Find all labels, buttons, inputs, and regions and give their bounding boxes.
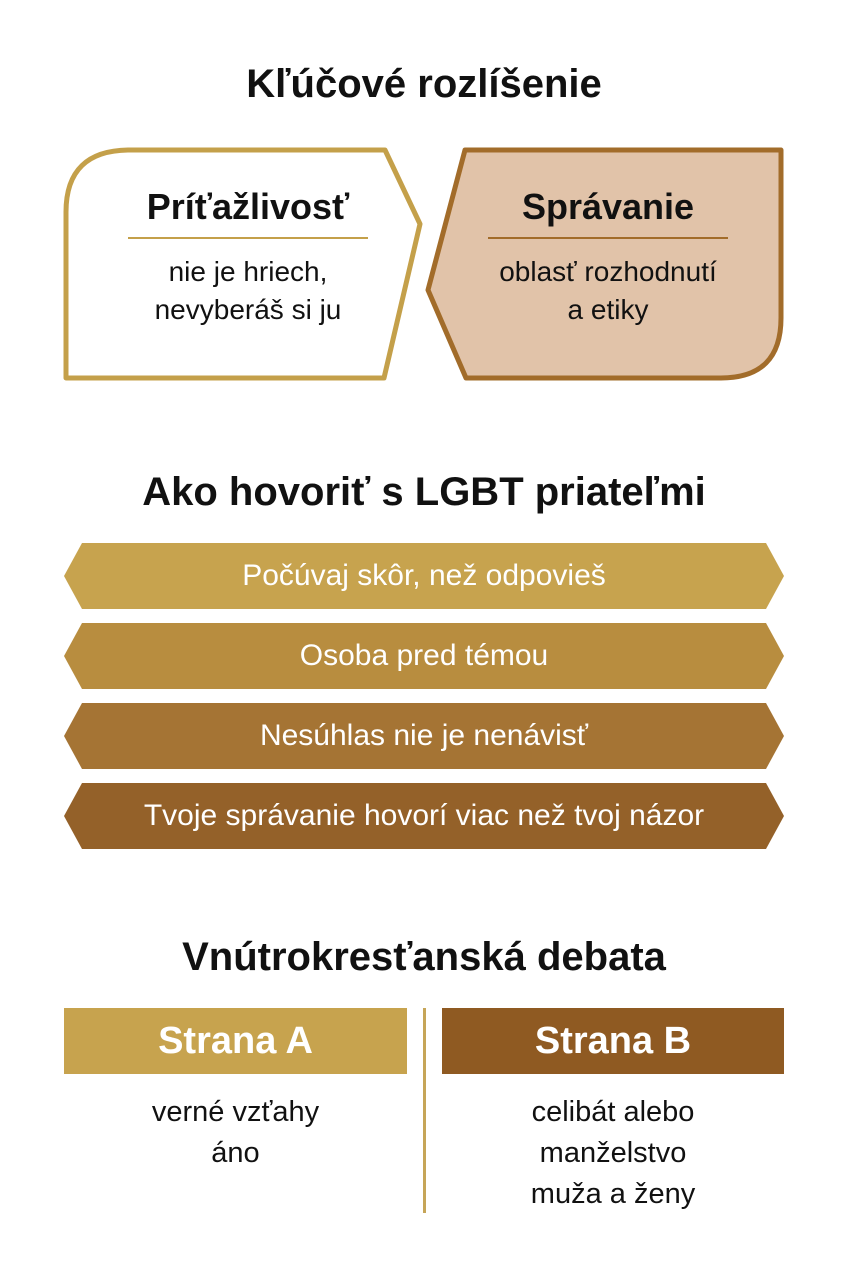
attraction-description [108, 253, 388, 329]
column-divider [423, 1008, 426, 1213]
tip-banner [64, 543, 784, 609]
debate-heading: Vnútrokresťanská debata [182, 935, 666, 979]
tip-banner [64, 623, 784, 689]
side-b-header: Strana B [442, 1008, 784, 1074]
behavior-line-1: oblasť rozhodnutí [499, 256, 717, 287]
side-a-line: verné vzťahy [151, 1096, 320, 1128]
tip-text: Tvoje správanie hovorí viac než tvoj názor [143, 799, 705, 832]
side-b-line: manželstvo [539, 1137, 687, 1169]
tip-text: Nesúhlas nie je nenávisť [259, 719, 589, 752]
attraction-divider [128, 237, 368, 239]
key-distinction-heading: Kľúčové rozlíšenie [246, 62, 602, 106]
tip-text: Osoba pred témou [299, 639, 549, 672]
side-b-line: muža a ženy [530, 1178, 696, 1210]
side-b-line: celibát alebo [531, 1096, 695, 1128]
key-distinction-section [0, 0, 848, 400]
behavior-title: Správanie [521, 186, 695, 227]
side-a-position [64, 1092, 407, 1174]
behavior-card [458, 185, 758, 329]
behavior-line-2: a etiky [567, 294, 649, 325]
attraction-title: Príťažlivosť [146, 186, 350, 227]
tip-banner [64, 783, 784, 849]
talk-heading: Ako hovoriť s LGBT priateľmi [142, 470, 706, 514]
behavior-description [458, 253, 758, 329]
side-a-line: áno [211, 1137, 260, 1169]
attraction-line-1: nie je hriech, [168, 256, 328, 287]
side-b-position [442, 1092, 784, 1215]
behavior-divider [488, 237, 728, 239]
tip-text: Počúvaj skôr, než odpovieš [242, 559, 606, 592]
attraction-line-2: nevyberáš si ju [154, 294, 342, 325]
side-a-header: Strana A [64, 1008, 407, 1074]
attraction-card [108, 185, 388, 329]
tip-banner [64, 703, 784, 769]
